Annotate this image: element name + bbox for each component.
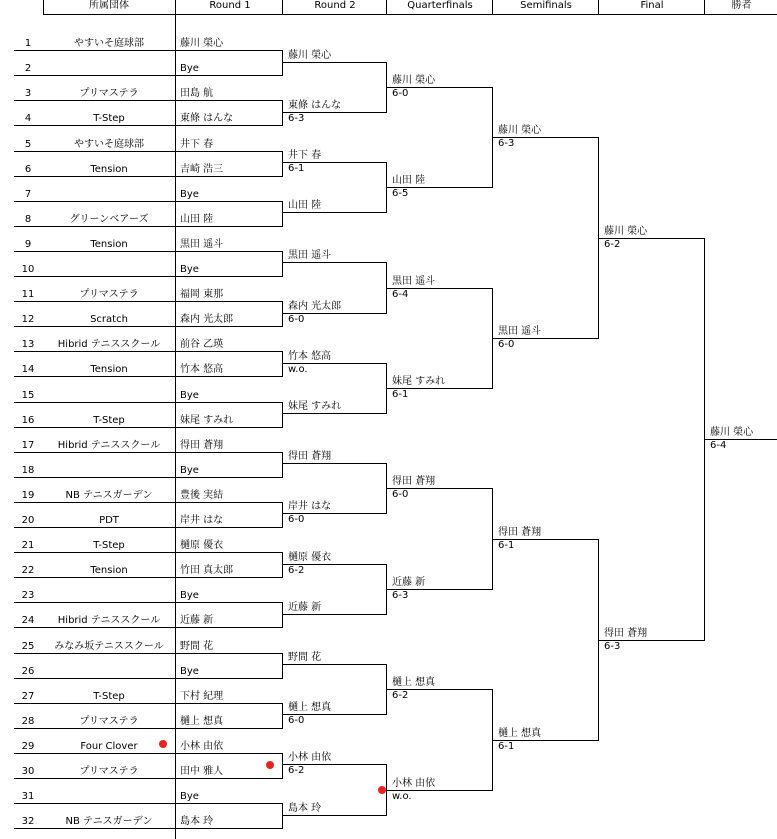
round1-player: 山田 陸 <box>180 214 214 225</box>
quarterfinals-player: 小林 由依 <box>392 778 436 789</box>
round2-player: 山田 陸 <box>288 200 322 211</box>
quarterfinals-score: w.o. <box>392 791 412 802</box>
match-connector <box>282 100 283 126</box>
seed-number: 24 <box>21 615 35 626</box>
header-round2: Round 2 <box>314 0 356 11</box>
club-name: グリーンベアーズ <box>69 214 149 225</box>
row-line <box>14 502 282 503</box>
semifinals-score: 6-1 <box>498 741 515 752</box>
row-line <box>14 527 282 528</box>
semifinals-score: 6-0 <box>498 339 515 350</box>
row-line <box>14 703 282 704</box>
champion-score: 6-4 <box>710 440 727 451</box>
club-name: Tension <box>90 239 128 250</box>
row-line <box>14 276 282 277</box>
row-line <box>14 226 282 227</box>
row-line <box>14 176 282 177</box>
round2-player: 樋上 想真 <box>288 702 332 713</box>
match-connector <box>282 201 283 227</box>
match-connector <box>282 251 283 277</box>
row-line <box>14 627 282 628</box>
header-final: Final <box>640 0 664 11</box>
round2-player: 樋原 優衣 <box>288 552 332 563</box>
header-club: 所属団体 <box>89 0 129 11</box>
round2-player: 黒田 遥斗 <box>288 250 332 261</box>
header-quarterfinals: Quarterfinals <box>407 0 473 11</box>
round1-player: 近藤 新 <box>180 615 214 626</box>
semifinals-score: 6-1 <box>498 540 515 551</box>
round1-player: 東條 はんな <box>180 113 234 124</box>
final-player: 藤川 榮心 <box>604 226 648 237</box>
club-name: やすいそ庭球部 <box>74 38 144 49</box>
match-connector <box>282 452 283 478</box>
round2-line <box>282 614 386 615</box>
row-line <box>14 351 282 352</box>
quarterfinals-player: 妹尾 すみれ <box>392 376 446 387</box>
grid-line <box>492 0 493 14</box>
grid-line <box>386 0 387 14</box>
club-name: みなみ坂テニススクール <box>54 641 164 652</box>
match-connector <box>282 502 283 528</box>
round1-player: 小林 由依 <box>180 741 224 752</box>
grid-line <box>282 0 283 14</box>
header-semifinals: Semifinals <box>520 0 572 11</box>
row-line <box>14 427 282 428</box>
seed-number: 9 <box>24 239 32 250</box>
seed-number: 18 <box>21 465 35 476</box>
row-line <box>14 125 282 126</box>
row-line <box>14 326 282 327</box>
seed-number: 22 <box>21 565 35 576</box>
round2-line <box>282 463 386 464</box>
round2-player: 井下 春 <box>288 150 322 161</box>
round1-player: 藤川 榮心 <box>180 38 224 49</box>
club-name: PDT <box>99 515 119 526</box>
club-name: Four Clover <box>80 741 138 752</box>
round1-player: 井下 春 <box>180 139 214 150</box>
round1-player: Bye <box>180 189 199 200</box>
round2-score: 6-2 <box>288 765 305 776</box>
quarterfinals-player: 得田 蒼翔 <box>392 476 436 487</box>
quarterfinals-score: 6-0 <box>392 489 409 500</box>
seed-number: 17 <box>21 440 35 451</box>
round2-score: w.o. <box>288 364 308 375</box>
round1-player: Bye <box>180 390 199 401</box>
row-line <box>14 75 282 76</box>
seed-number: 3 <box>24 88 32 99</box>
seed-number: 11 <box>21 289 35 300</box>
round1-player: Bye <box>180 264 199 275</box>
seed-number: 26 <box>21 666 35 677</box>
seed-number: 25 <box>21 641 35 652</box>
match-connector <box>282 402 283 428</box>
seed-number: 16 <box>21 415 35 426</box>
champion-player: 藤川 榮心 <box>710 427 754 438</box>
club-name: Scratch <box>90 314 128 325</box>
header-underline <box>43 14 777 15</box>
red-marker-dot <box>378 786 386 794</box>
seed-number: 30 <box>21 766 35 777</box>
round1-player: Bye <box>180 63 199 74</box>
quarterfinals-score: 6-1 <box>392 389 409 400</box>
round2-line <box>282 62 386 63</box>
round1-player: 吉崎 浩三 <box>180 164 224 175</box>
quarterfinals-score: 6-5 <box>392 188 409 199</box>
round2-player: 藤川 榮心 <box>288 50 332 61</box>
club-name: Tension <box>90 565 128 576</box>
round2-line <box>282 413 386 414</box>
seed-number: 32 <box>21 816 35 827</box>
round1-player: 下村 紀理 <box>180 691 224 702</box>
round2-score: 6-3 <box>288 113 305 124</box>
semifinals-player: 得田 蒼翔 <box>498 527 542 538</box>
quarterfinals-score: 6-3 <box>392 590 409 601</box>
round2-player: 岸井 はな <box>288 501 332 512</box>
club-name: T-Step <box>93 540 125 551</box>
round2-line <box>282 815 386 816</box>
quarterfinals-player: 藤川 榮心 <box>392 75 436 86</box>
quarterfinals-player: 樋上 想真 <box>392 677 436 688</box>
club-name: Tension <box>90 164 128 175</box>
seed-number: 19 <box>21 490 35 501</box>
quarterfinals-score: 6-0 <box>392 88 409 99</box>
round2-score: 6-0 <box>288 314 305 325</box>
row-line <box>14 452 282 453</box>
header-round1: Round 1 <box>209 0 251 11</box>
round2-player: 妹尾 すみれ <box>288 401 342 412</box>
row-line <box>14 151 282 152</box>
seed-number: 14 <box>21 364 35 375</box>
round2-player: 野間 花 <box>288 652 322 663</box>
club-name: T-Step <box>93 415 125 426</box>
row-line <box>14 753 282 754</box>
final-player: 得田 蒼翔 <box>604 628 648 639</box>
round1-player: Bye <box>180 666 199 677</box>
row-line <box>14 50 282 51</box>
round1-player: 樋原 優衣 <box>180 540 224 551</box>
seed-number: 29 <box>21 741 35 752</box>
match-connector <box>282 151 283 177</box>
row-line <box>14 577 282 578</box>
match-connector <box>282 753 283 779</box>
quarterfinals-player: 近藤 新 <box>392 577 426 588</box>
round1-player: 樋上 想真 <box>180 716 224 727</box>
seed-number: 6 <box>24 164 32 175</box>
club-name: NB テニスガーデン <box>65 816 153 827</box>
round1-player: Bye <box>180 791 199 802</box>
header-winner: 勝者 <box>731 0 752 11</box>
round2-player: 森内 光太郎 <box>288 301 342 312</box>
club-name: プリマステラ <box>79 289 139 300</box>
round2-score: 6-0 <box>288 514 305 525</box>
club-name: プリマステラ <box>79 716 139 727</box>
match-connector <box>282 552 283 578</box>
row-line <box>14 477 282 478</box>
round2-player: 東條 はんな <box>288 100 342 111</box>
seed-number: 4 <box>24 113 32 124</box>
round1-player: 島本 玲 <box>180 816 214 827</box>
club-name: Hibrid テニススクール <box>57 440 161 451</box>
row-line <box>14 552 282 553</box>
match-connector <box>282 653 283 679</box>
row-line <box>14 100 282 101</box>
round2-line <box>282 212 386 213</box>
round2-line <box>282 262 386 263</box>
round2-player: 得田 蒼翔 <box>288 451 332 462</box>
round2-score: 6-1 <box>288 163 305 174</box>
seed-number: 2 <box>24 63 32 74</box>
seed-number: 20 <box>21 515 35 526</box>
round1-player: 福岡 東那 <box>180 289 224 300</box>
semifinals-score: 6-3 <box>498 138 515 149</box>
club-name: プリマステラ <box>79 88 139 99</box>
seed-number: 31 <box>21 791 35 802</box>
round1-player: 得田 蒼翔 <box>180 440 224 451</box>
red-marker-dot <box>159 740 167 748</box>
seed-number: 8 <box>24 214 32 225</box>
round1-player: 竹田 真太郎 <box>180 565 234 576</box>
row-line <box>14 201 282 202</box>
seed-number: 28 <box>21 716 35 727</box>
round1-player: Bye <box>180 590 199 601</box>
round1-player: 豊後 実結 <box>180 490 224 501</box>
semifinals-player: 藤川 榮心 <box>498 125 542 136</box>
round2-player: 竹本 悠高 <box>288 351 332 362</box>
round1-player: 野間 花 <box>180 641 214 652</box>
round1-player: Bye <box>180 465 199 476</box>
semifinals-player: 黒田 遥斗 <box>498 326 542 337</box>
seed-number: 21 <box>21 540 35 551</box>
quarterfinals-score: 6-4 <box>392 289 409 300</box>
quarterfinals-player: 山田 陸 <box>392 175 426 186</box>
round1-player: 妹尾 すみれ <box>180 415 234 426</box>
club-name: プリマステラ <box>79 766 139 777</box>
seed-number: 15 <box>21 390 35 401</box>
round2-score: 6-2 <box>288 565 305 576</box>
row-line <box>14 376 282 377</box>
seed-number: 5 <box>24 139 32 150</box>
seed-number: 10 <box>21 264 35 275</box>
row-line <box>14 653 282 654</box>
club-name: NB テニスガーデン <box>65 490 153 501</box>
grid-line <box>43 0 44 14</box>
round1-player: 森内 光太郎 <box>180 314 234 325</box>
round2-score: 6-0 <box>288 715 305 726</box>
final-score: 6-2 <box>604 239 621 250</box>
row-line <box>14 778 282 779</box>
quarterfinals-score: 6-2 <box>392 690 409 701</box>
match-connector <box>282 351 283 377</box>
round2-line <box>282 664 386 665</box>
round1-player: 田島 航 <box>180 88 214 99</box>
match-connector <box>282 602 283 628</box>
club-name: やすいそ庭球部 <box>74 139 144 150</box>
round2-player: 近藤 新 <box>288 602 322 613</box>
row-line <box>14 828 282 829</box>
round1-player: 竹本 悠高 <box>180 364 224 375</box>
club-name: T-Step <box>93 113 125 124</box>
row-line <box>14 251 282 252</box>
match-connector <box>282 803 283 829</box>
row-line <box>14 728 282 729</box>
round1-player: 黒田 遥斗 <box>180 239 224 250</box>
red-marker-dot <box>266 761 274 769</box>
semifinals-player: 樋上 想真 <box>498 728 542 739</box>
seed-number: 13 <box>21 339 35 350</box>
round2-player: 小林 由依 <box>288 752 332 763</box>
seed-number: 1 <box>24 38 32 49</box>
round1-player: 田中 雅人 <box>180 766 224 777</box>
club-name: Hibrid テニススクール <box>57 339 161 350</box>
club-name: Tension <box>90 364 128 375</box>
club-name: T-Step <box>93 691 125 702</box>
quarterfinals-player: 黒田 遥斗 <box>392 276 436 287</box>
row-line <box>14 301 282 302</box>
seed-number: 12 <box>21 314 35 325</box>
final-score: 6-3 <box>604 641 621 652</box>
row-line <box>14 602 282 603</box>
round2-player: 島本 玲 <box>288 803 322 814</box>
seed-number: 7 <box>24 189 32 200</box>
match-connector <box>282 301 283 327</box>
round1-player: 前谷 乙瑛 <box>180 339 224 350</box>
grid-line <box>704 0 705 14</box>
row-line <box>14 803 282 804</box>
round1-player: 岸井 はな <box>180 515 224 526</box>
row-line <box>14 678 282 679</box>
match-connector <box>282 50 283 76</box>
seed-number: 23 <box>21 590 35 601</box>
match-connector <box>282 703 283 729</box>
row-line <box>14 402 282 403</box>
seed-number: 27 <box>21 691 35 702</box>
grid-line <box>598 0 599 14</box>
club-name: Hibrid テニススクール <box>57 615 161 626</box>
